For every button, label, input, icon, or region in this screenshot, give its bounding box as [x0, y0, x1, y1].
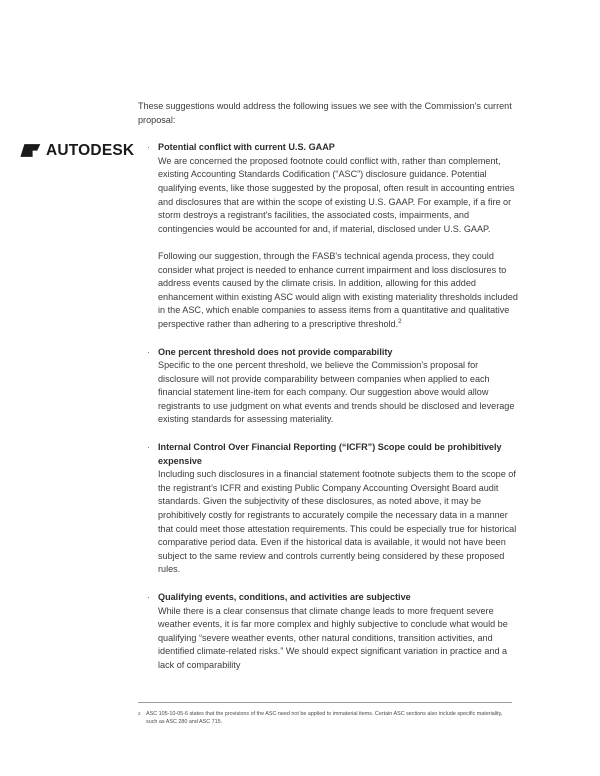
bullet-marker-icon: ·: [147, 142, 151, 153]
issue-paragraph: We are concerned the proposed footnote could conflict with, rather than complement, existing Accounting Standards Codification (“ASC”) disclosure guidance. Potential qualifying events, like those suggested by the proposal, often result in accounting entries and disclosures that are within the scope of existing U.S. GAAP. For example, if a fire or storm destroys a registrant's facilities, the associated costs, impairments, and contingencies would be accounted for and, if material, disclosed under U.S. GAAP.: [158, 155, 515, 234]
issue-paragraph-text: Following our suggestion, through the FASB's technical agenda process, they could consider what project is needed to enhance current impairment and loss disclosures to address events caused by the climate crisis. In addition, allowing for this added enhancement within existing ASC would align with existing materiality thresholds included in the ASC, which enable companies to assess items from a quantitative and qualitative perspective rather than adhering to a prescriptive threshold.: [158, 250, 518, 329]
issue-item-icfr-scope: [138, 441, 518, 577]
bullet-marker-icon: ·: [147, 346, 151, 357]
issue-heading: Qualifying events, conditions, and activities are subjective: [158, 592, 411, 602]
footnote-area: [138, 702, 512, 726]
issue-paragraph: [158, 250, 518, 332]
footnote-marker: 2: [138, 711, 141, 716]
bullet-marker-icon: ·: [147, 442, 151, 453]
footnote-text: ASC 105-10-05-6 states that the provisions of the ASC need not be applied to immaterial items. Certain ASC sections also include specific materiality, such as ASC 280 and ASC 715.: [146, 711, 503, 726]
autodesk-logo-mark: [20, 143, 41, 158]
issue-paragraph: While there is a clear consensus that climate change leads to more frequent severe weather events, it is far more complex and highly subjective to conclude what would be qualifying “severe weather events, other natural conditions, transition activities, and identified climate-related risks.” We should expect significant variation in practice and a lack of comparability: [158, 605, 508, 670]
issue-paragraph: Including such disclosures in a financial statement footnote subjects them to the scope of the registrant's ICFR and existing Public Company Accounting Oversight Board audit standards. Given the subjectivity of these disclosures, as noted above, it may be prohibitively costly for registrants to accurately compile the necessary data in a manner that could meet those attestation requirements. This could be especially true for historical comparative period data. Even if the historical data is available, it would not have been subject to the same review and controls currently being considered by these proposed rules.: [158, 469, 517, 575]
bullet-marker-icon: ·: [147, 592, 151, 602]
autodesk-wordmark: AUTODESK: [46, 142, 135, 159]
letter-body: [138, 100, 518, 673]
issue-heading: Potential conflict with current U.S. GAAP: [158, 142, 335, 153]
footnote-entry: [138, 710, 512, 726]
issue-paragraph: Specific to the one percent threshold, we believe the Commission's proposal for disclosure will not provide comparability between companies when applied to each financial statement line-item for each company. Our suggestion above would allow registrants to use judgment on what events and trends should be disclosed and leverage existing standards for assessing materiality.: [158, 360, 515, 425]
autodesk-logo: [20, 143, 134, 159]
issue-heading: One percent threshold does not provide comparability: [158, 346, 393, 357]
issue-heading: Internal Control Over Financial Reporting (“ICFR”) Scope could be prohibitively expensive: [158, 442, 502, 466]
issues-bullet-list: [138, 141, 518, 672]
footnote-reference: 2: [398, 317, 402, 325]
issue-item-qualifying-events: [138, 591, 518, 673]
issue-item-potential-conflict: [138, 141, 518, 331]
footnote-divider: [138, 702, 512, 703]
intro-paragraph: These suggestions would address the following issues we see with the Commission's current proposal:: [138, 101, 512, 125]
issue-item-one-percent-threshold: [138, 346, 518, 428]
